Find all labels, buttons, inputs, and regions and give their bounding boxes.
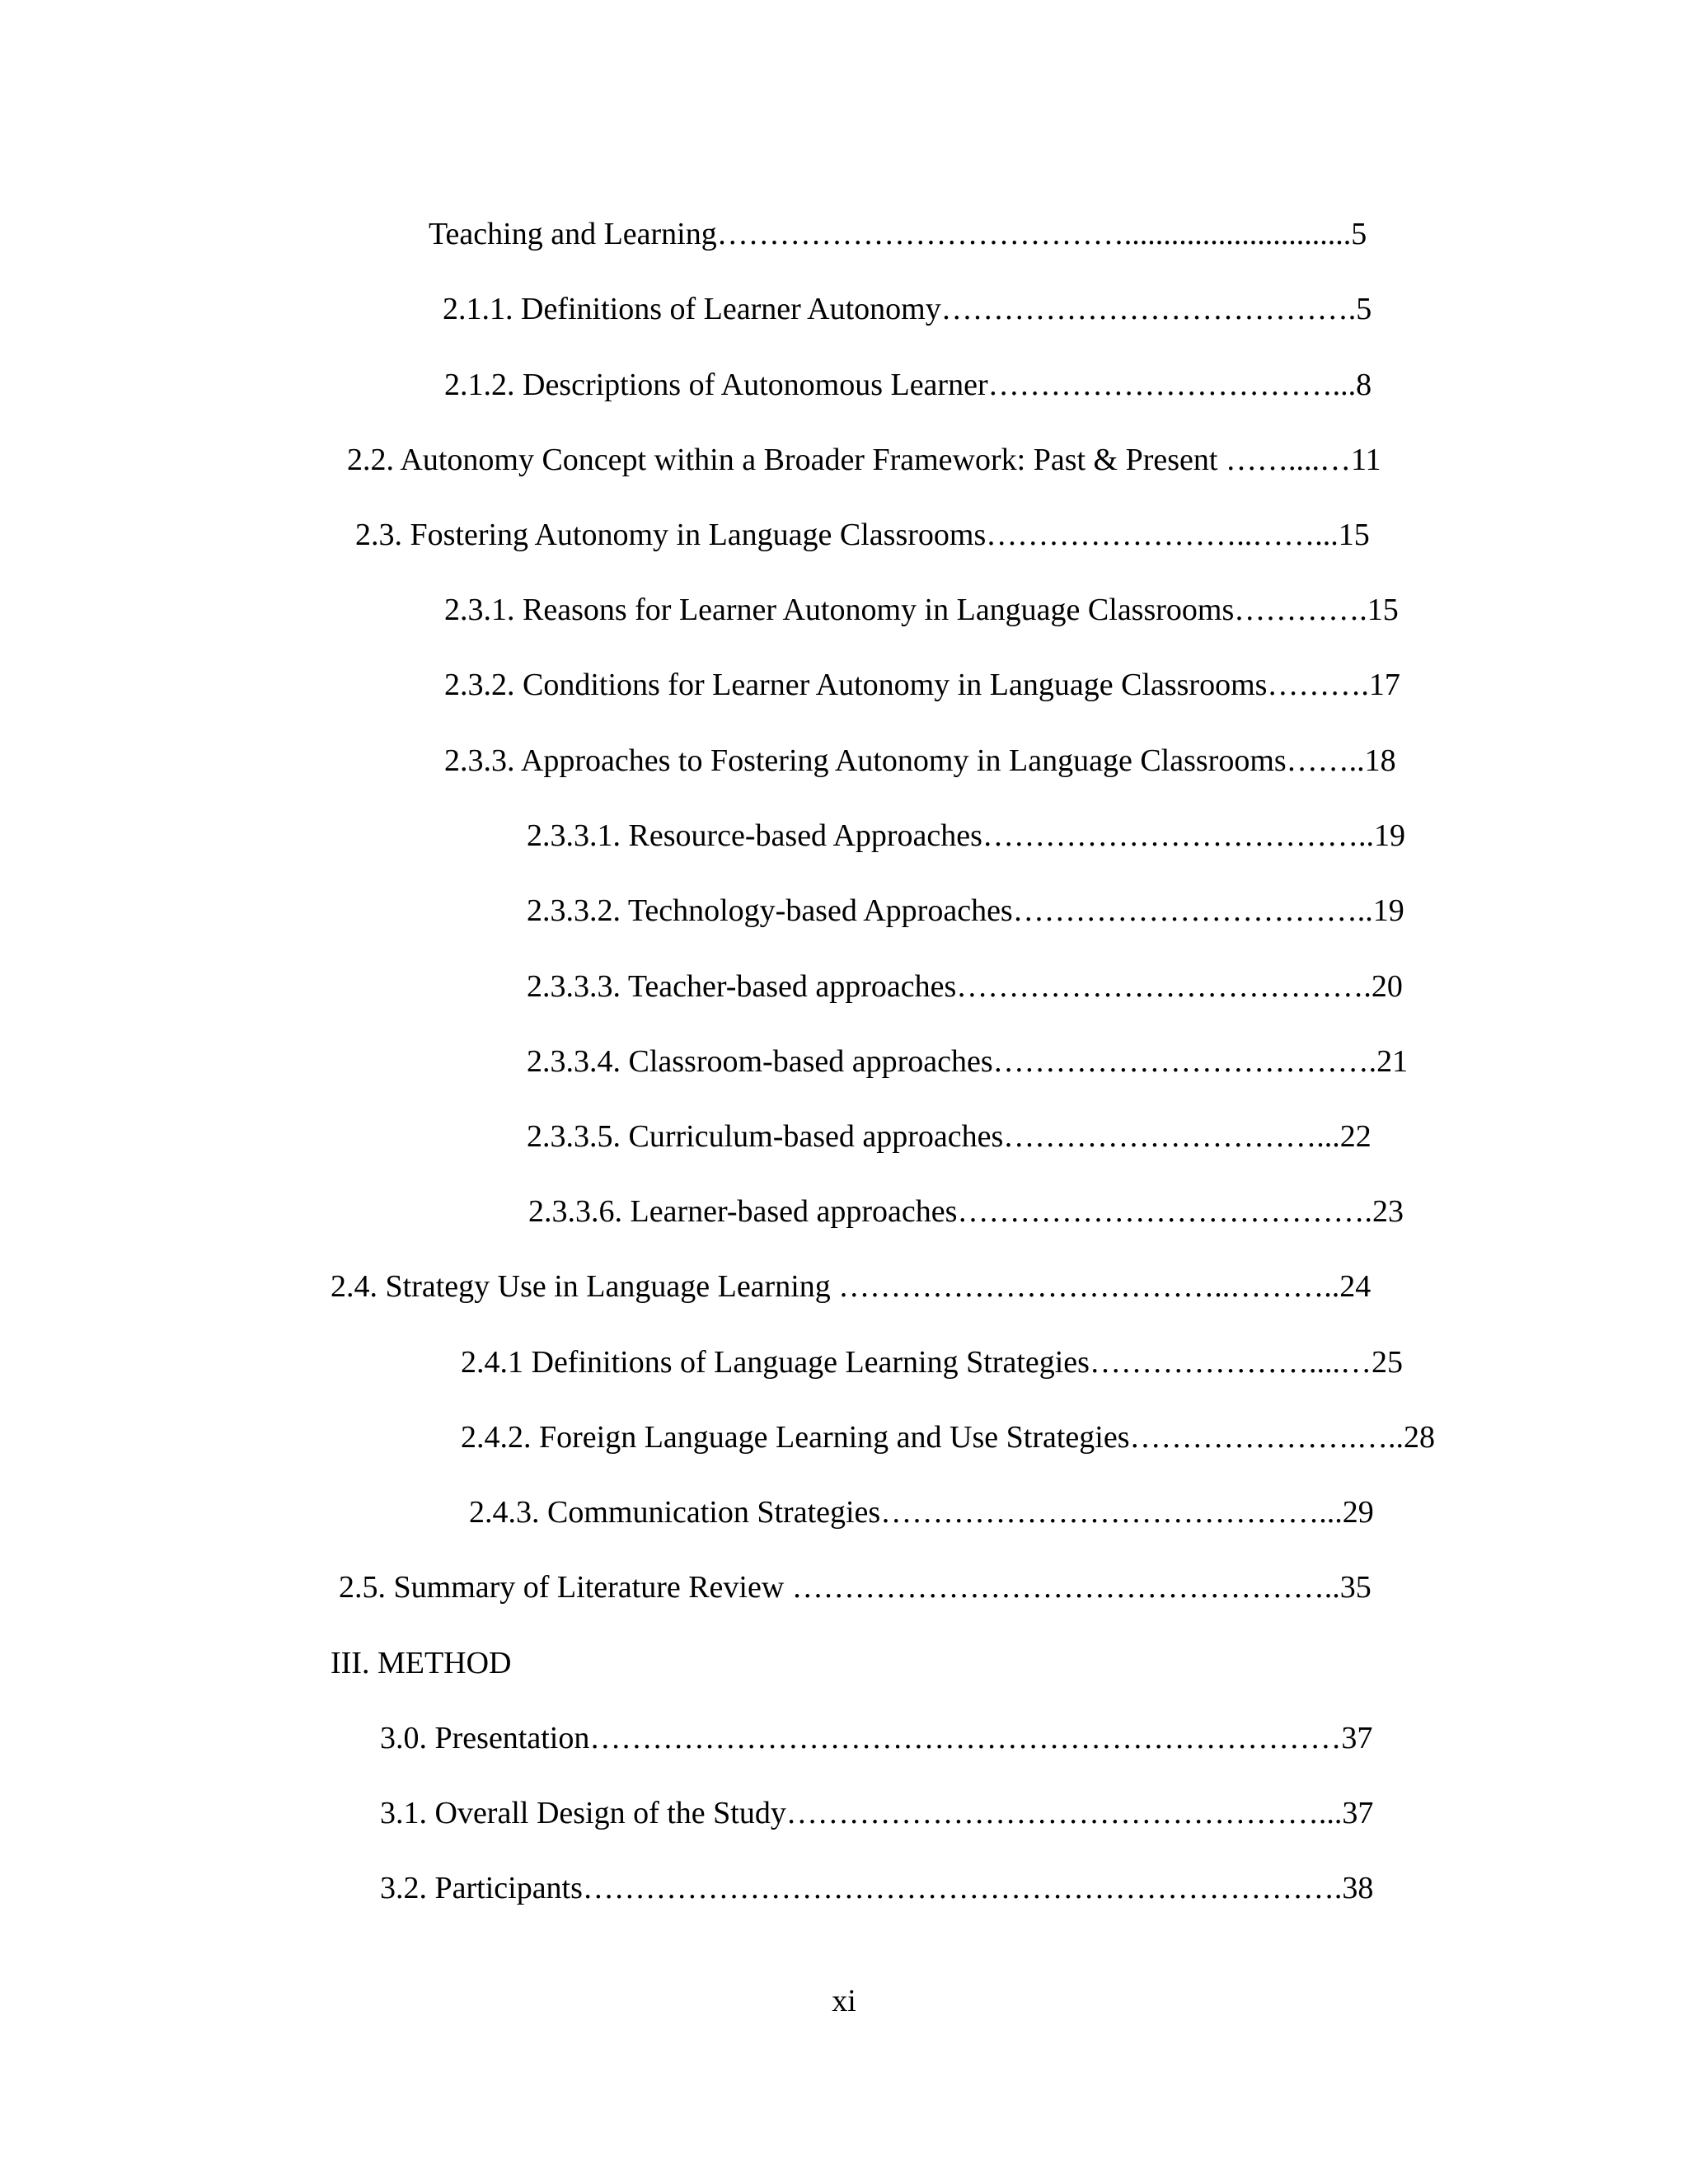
toc-entry-2-3-2: 2.3.2. Conditions for Learner Autonomy in Language Classrooms……….17: [444, 668, 1400, 702]
toc-entry-2-3: 2.3. Fostering Autonomy in Language Classrooms……………………..……...15: [355, 518, 1370, 552]
toc-entry-2-4-1: 2.4.1 Definitions of Language Learning Strategies…………………....…25: [461, 1345, 1403, 1380]
toc-entry-2-3-3-6: 2.3.3.6. Learner-based approaches………………………………….23: [528, 1194, 1404, 1229]
toc-entry-2-1-2: 2.1.2. Descriptions of Autonomous Learner……………………………...8: [444, 368, 1372, 402]
toc-entry-2-4-3: 2.4.3. Communication Strategies……………………………………...29: [469, 1495, 1374, 1530]
toc-entry-3-2: 3.2. Participants……………………………………………………………….38: [380, 1871, 1374, 1905]
toc-entry-2-2: 2.2. Autonomy Concept within a Broader Framework: Past & Present ……....…11: [347, 443, 1381, 477]
toc-entry-2-3-3: 2.3.3. Approaches to Fostering Autonomy in Language Classrooms……..18: [444, 743, 1396, 778]
toc-entry-teaching-and-learning: Teaching and Learning………………………………….............................5: [429, 217, 1367, 251]
toc-entry-3-0: 3.0. Presentation………………………………………………………………37: [380, 1721, 1373, 1755]
toc-entry-2-3-1: 2.3.1. Reasons for Learner Autonomy in Language Classrooms………….15: [444, 593, 1399, 627]
toc-entry-3-1: 3.1. Overall Design of the Study……………………………………………...37: [380, 1796, 1374, 1830]
toc-entry-2-3-3-5: 2.3.3.5. Curriculum-based approaches…………………………...22: [527, 1119, 1372, 1154]
page-number: xi: [832, 1984, 856, 2018]
toc-entry-2-1-1: 2.1.1. Definitions of Learner Autonomy………………………………….5: [443, 292, 1372, 326]
toc-entry-2-5: 2.5. Summary of Literature Review ……………………………………………..35: [339, 1570, 1372, 1605]
toc-entry-2-3-3-4: 2.3.3.4. Classroom-based approaches……………………………….21: [527, 1044, 1409, 1079]
toc-entry-2-3-3-3: 2.3.3.3. Teacher-based approaches………………………………….20: [527, 969, 1403, 1004]
toc-entry-2-3-3-2: 2.3.3.2. Technology-based Approaches……………………………..19: [527, 893, 1404, 928]
toc-entry-2-3-3-1: 2.3.3.1. Resource-based Approaches………………………………..19: [527, 818, 1405, 853]
toc-chapter-heading-method: III. METHOD: [331, 1646, 512, 1680]
toc-entry-2-4: 2.4. Strategy Use in Language Learning ………………………………..………..24: [331, 1269, 1372, 1304]
toc-entry-2-4-2: 2.4.2. Foreign Language Learning and Use Strategies………………….…..28: [461, 1420, 1435, 1455]
